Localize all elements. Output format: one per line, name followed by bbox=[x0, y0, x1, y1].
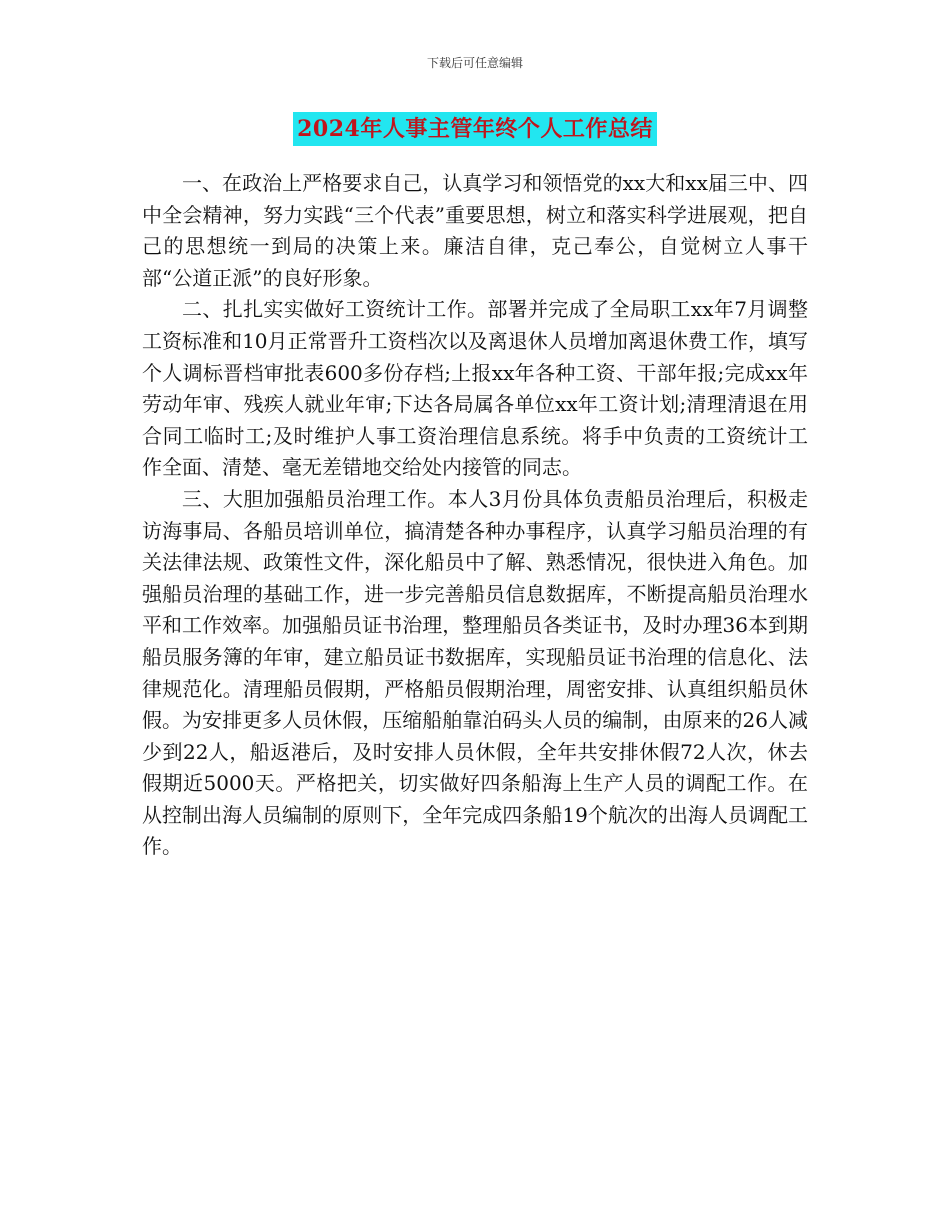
paragraph-3: 三、大胆加强船员治理工作。本人3月份具体负责船员治理后，积极走访海事局、各船员培训单位，搞清楚各种办事程序，认真学习船员治理的有关法律法规、政策性文件，深化船员中了解、熟悉情况，很快进入角色。加强船员治理的基础工作，进一步完善船员信息数据库，不断提高船员治理水平和工作效率。加强船员证书治理，整理船员各类证书，及时办理36本到期船员服务簿的年审，建立船员证书数据库，实现船员证书治理的信息化、法律规范化。清理船员假期，严格船员假期治理，周密安排、认真组织船员休假。为安排更多人员休假，压缩船舶靠泊码头人员的编制，由原来的26人减少到22人，船返港后，及时安排人员休假，全年共安排休假72人次，休去假期近5000天。严格把关，切实做好四条船海上生产人员的调配工作。在从控制出海人员编制的原则下，全年完成四条船19个航次的出海人员调配工作。 bbox=[142, 486, 808, 859]
document-body bbox=[142, 168, 808, 863]
document-title: 2024年人事主管年终个人工作总结 bbox=[293, 112, 657, 146]
header-note: 下载后可任意编辑 bbox=[426, 56, 523, 70]
title-container bbox=[0, 112, 950, 146]
paragraph-2: 二、扎扎实实做好工资统计工作。部署并完成了全局职工xx年7月调整工资标准和10月正常晋升工资档次以及离退休人员增加离退休费工作，填写个人调标晋档审批表600多份存档;上报xx年各种工资、干部年报;完成xx年劳动年审、残疾人就业年审;下达各局属各单位xx年工资计划;清理清退在用合同工临时工;及时维护人事工资治理信息系统。将手中负责的工资统计工作全面、清楚、毫无差错地交给处内接管的同志。 bbox=[142, 297, 808, 480]
paragraph-1: 一、在政治上严格要求自己，认真学习和领悟党的xx大和xx届三中、四中全会精神，努力实践“三个代表”重要思想，树立和落实科学进展观，把自己的思想统一到局的决策上来。廉洁自律，克己奉公，自觉树立人事干部“公道正派”的良好形象。 bbox=[142, 171, 808, 290]
